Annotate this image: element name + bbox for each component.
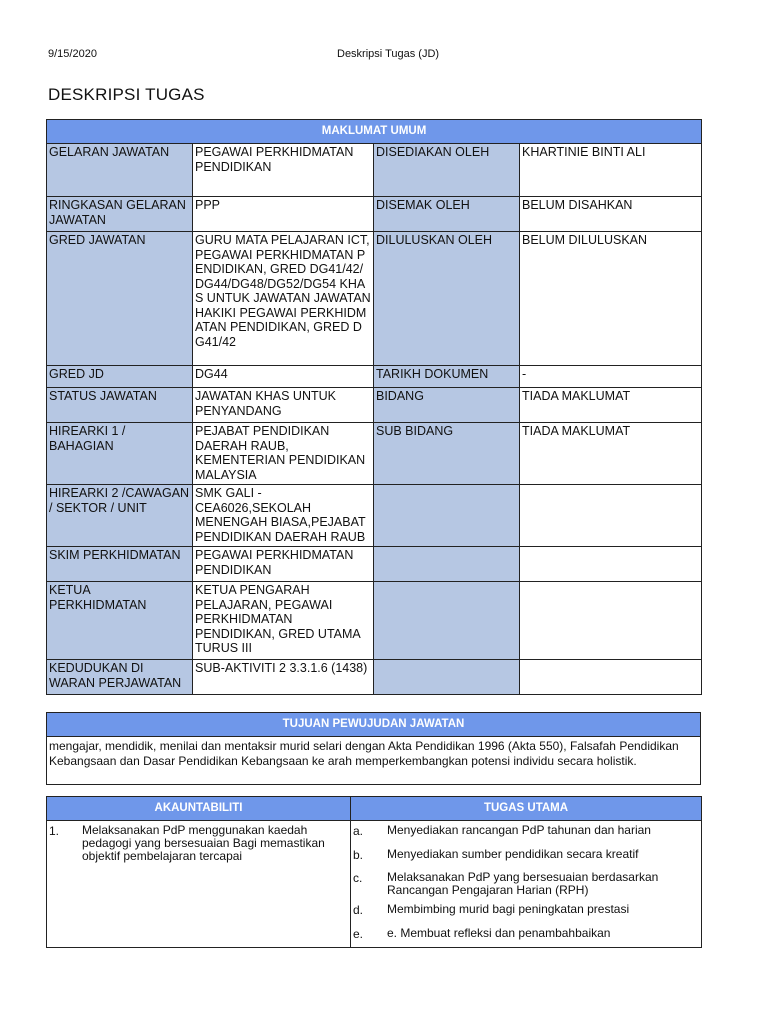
document-title: DESKRIPSI TUGAS [48, 85, 205, 104]
field-value: - [520, 366, 702, 388]
item-number: 1. [49, 824, 60, 838]
field-value: SMK GALI - CEA6026,SEKOLAH MENENGAH BIASA,PEJABAT PENDIDIKAN DAERAH RAUB [193, 485, 374, 547]
list-marker: b. [353, 847, 364, 862]
print-header-title: Deskripsi Tugas (JD) [337, 48, 440, 60]
field-label: TARIKH DOKUMEN [374, 366, 520, 388]
list-marker: d. [353, 903, 364, 917]
field-label: KETUA PERKHIDMATAN [47, 582, 193, 660]
field-label: DISEMAK OLEH [374, 197, 520, 232]
tujuan-text: mengajar, mendidik, menilai dan mentaksir murid selari dengan Akta Pendidikan 1996 (Akta 550), Falsafah Pendidikan Kebangsaan dan Dasar Pendidikan Kebangsaan ke arah memperkembangkan potensi individu secara holistik. [47, 737, 701, 785]
table-row [47, 660, 702, 695]
field-label: BIDANG [374, 388, 520, 423]
field-label: SKIM PERKHIDMATAN [47, 547, 193, 582]
table-row [47, 232, 702, 366]
field-value: TIADA MAKLUMAT [520, 423, 702, 485]
maklumat-umum-heading: MAKLUMAT UMUM [47, 120, 702, 144]
field-label: KEDUDUKAN DI WARAN PERJAWATAN [47, 660, 193, 695]
empty-value-cell [520, 660, 702, 695]
item-text: Melaksanakan PdP menggunakan kaedah pedagogi yang bersesuaian Bagi memastikan objektif pembelajaran tercapai [82, 823, 325, 863]
field-value: PEGAWAI PERKHIDMATAN PENDIDIKAN [193, 144, 374, 197]
field-label: RINGKASAN GELARAN JAWATAN [47, 197, 193, 232]
table-row [47, 144, 702, 197]
empty-value-cell [520, 582, 702, 660]
list-text: e. Membuat refleksi dan penambahbaikan [387, 925, 611, 940]
field-value: PEJABAT PENDIDIKAN DAERAH RAUB, KEMENTERIAN PENDIDIKAN MALAYSIA [193, 423, 374, 485]
field-value: KHARTINIE BINTI ALI [520, 144, 702, 197]
field-value: DG44 [193, 366, 374, 388]
table-row [47, 547, 702, 582]
list-marker: a. [353, 824, 364, 838]
tugas-utama-heading: TUGAS UTAMA [351, 797, 702, 821]
field-label: SUB BIDANG [374, 423, 520, 485]
field-label: GRED JAWATAN [47, 232, 193, 366]
table-row [47, 388, 702, 423]
field-value: GURU MATA PELAJARAN ICT, PEGAWAI PERKHIDMATAN PENDIDIKAN, GRED DG41/42/DG44/DG48/DG52/DG54 KHAS UNTUK JAWATAN JAWATAN HAKIKI PEGAWAI PERKHIDMATAN PENDIDIKAN, GRED DG41/42 [193, 232, 374, 366]
empty-label-cell [374, 547, 520, 582]
list-text: Menyediakan sumber pendidikan secara kreatif [387, 846, 639, 861]
table-row [47, 582, 702, 660]
list-text: Menyediakan rancangan PdP tahunan dan harian [387, 823, 651, 837]
empty-label-cell [374, 485, 520, 547]
print-date: 9/15/2020 [48, 48, 97, 60]
field-label: DISEDIAKAN OLEH [374, 144, 520, 197]
table-row [47, 366, 702, 388]
field-value: SUB-AKTIVITI 2 3.3.1.6 (1438) [193, 660, 374, 695]
field-label: STATUS JAWATAN [47, 388, 193, 423]
field-value: PEGAWAI PERKHIDMATAN PENDIDIKAN [193, 547, 374, 582]
field-value: JAWATAN KHAS UNTUK PENYANDANG [193, 388, 374, 423]
empty-value-cell [520, 485, 702, 547]
tujuan-table [46, 712, 701, 785]
field-label: GELARAN JAWATAN [47, 144, 193, 197]
maklumat-umum-table [46, 119, 702, 695]
table-row [47, 423, 702, 485]
tugas-list [351, 821, 702, 948]
akauntabiliti-heading: AKAUNTABILITI [47, 797, 351, 821]
field-label: HIREARKI 1 / BAHAGIAN [47, 423, 193, 485]
field-value: BELUM DILULUSKAN [520, 232, 702, 366]
field-value: PPP [193, 197, 374, 232]
list-item [351, 900, 701, 924]
list-item [351, 868, 701, 900]
list-marker: e. [353, 926, 364, 941]
empty-value-cell [520, 547, 702, 582]
field-value: KETUA PENGARAH PELAJARAN, PEGAWAI PERKHIDMATAN PENDIDIKAN, GRED UTAMA TURUS III [193, 582, 374, 660]
list-item [351, 924, 701, 948]
akauntabiliti-item [47, 821, 351, 948]
tujuan-heading: TUJUAN PEWUJUDAN JAWATAN [47, 713, 701, 737]
field-label: GRED JD [47, 366, 193, 388]
list-item [351, 845, 701, 869]
list-marker: c. [353, 871, 363, 885]
akauntabiliti-table [46, 796, 702, 948]
empty-label-cell [374, 582, 520, 660]
table-row [47, 197, 702, 232]
field-value: BELUM DISAHKAN [520, 197, 702, 232]
list-text: Melaksanakan PdP yang bersesuaian berdasarkan Rancangan Pengajaran Harian (RPH) [387, 870, 659, 897]
list-item [351, 821, 701, 845]
field-value: TIADA MAKLUMAT [520, 388, 702, 423]
field-label: HIREARKI 2 /CAWAGAN / SEKTOR / UNIT [47, 485, 193, 547]
empty-label-cell [374, 660, 520, 695]
table-row [47, 485, 702, 547]
field-label: DILULUSKAN OLEH [374, 232, 520, 366]
list-text: Membimbing murid bagi peningkatan prestasi [387, 902, 630, 916]
